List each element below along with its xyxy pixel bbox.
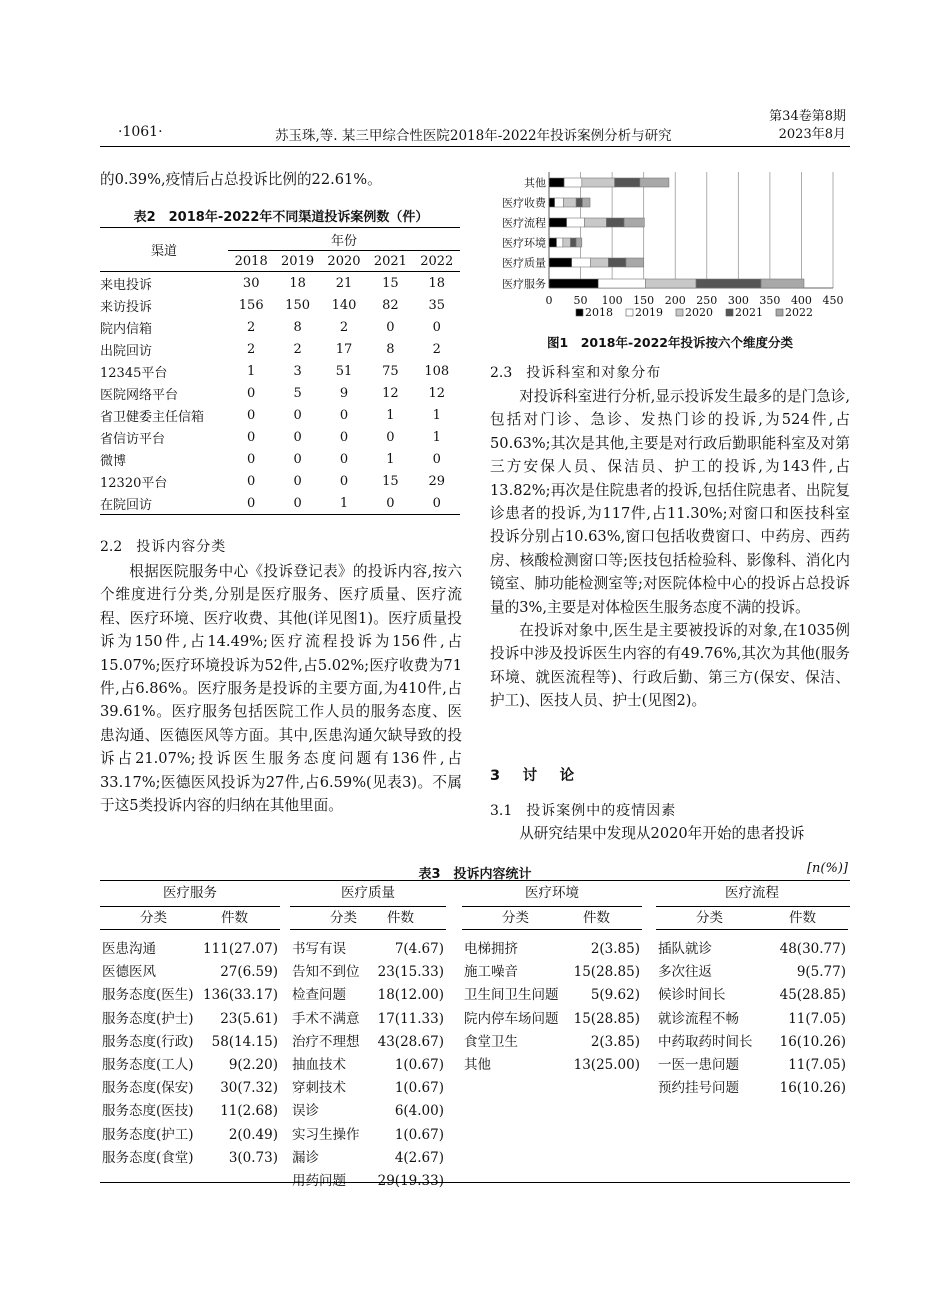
col-count: 件数	[387, 910, 414, 926]
paragraph: 从研究结果中发现从2020年开始的患者投诉	[519, 825, 805, 842]
table-row	[656, 1054, 848, 1077]
category-name: 服务态度(医生)	[102, 987, 194, 1004]
category-name: 中药取药时间长	[658, 1033, 753, 1050]
table-row	[290, 1031, 446, 1054]
channel-name: 出院回访	[100, 343, 153, 359]
bar-2021	[576, 198, 582, 207]
category-name: 电梯拥挤	[464, 941, 518, 957]
x-tick-label: 100	[601, 294, 623, 307]
count-value: 16(10.26)	[779, 1080, 846, 1097]
col-channel: 渠道	[100, 228, 228, 272]
table-row	[100, 1077, 280, 1100]
count-cell: 75	[382, 363, 399, 379]
table-row	[100, 1147, 280, 1170]
category-label: 其他	[524, 176, 546, 190]
count-cell: 2	[339, 319, 349, 335]
bar-2018	[549, 238, 557, 247]
bar-2021	[696, 279, 761, 288]
count-cell: 0	[414, 492, 460, 515]
group-subheader	[462, 907, 642, 930]
count-value: 13(25.00)	[573, 1056, 640, 1073]
count-cell: 2	[247, 319, 256, 335]
count-cell: 0	[247, 429, 256, 445]
category-name: 穿刺技术	[292, 1080, 346, 1097]
table2-caption: 表2 2018年-2022年不同渠道投诉案例数（件）	[133, 210, 429, 225]
legend-label: 2019	[635, 306, 663, 319]
count-cell: 1	[432, 407, 441, 423]
table-row	[290, 1100, 446, 1123]
year-header: 2021	[367, 251, 413, 272]
table-row	[290, 984, 446, 1007]
section-3-1-body	[490, 822, 850, 845]
table-row	[100, 272, 460, 295]
channel-name: 院内信箱	[100, 321, 153, 337]
section-3-1	[490, 800, 676, 820]
count-cell: 35	[428, 297, 446, 313]
count-value: 4(2.67)	[394, 1149, 444, 1166]
section-number: 3.1	[490, 803, 513, 819]
group-subheader	[656, 907, 848, 930]
count-cell: 0	[293, 429, 302, 445]
count-cell: 0	[274, 492, 320, 515]
table3-bottom-rule	[100, 1182, 850, 1183]
table-row	[100, 404, 460, 426]
bar-2019	[567, 218, 585, 227]
table-row	[290, 1008, 446, 1031]
x-tick-label: 450	[822, 294, 844, 307]
x-tick-label: 50	[573, 294, 588, 307]
category-name: 卫生间卫生问题	[464, 987, 559, 1004]
col-category: 分类	[502, 910, 529, 926]
count-value: 6(4.00)	[394, 1103, 444, 1120]
bar-2022	[576, 238, 582, 247]
section-2-3	[490, 362, 661, 382]
count-cell: 29	[428, 473, 446, 489]
count-cell: 0	[386, 429, 395, 445]
table-row	[290, 1147, 446, 1170]
count-cell: 17	[335, 341, 353, 357]
count-value: 2(3.85)	[590, 941, 640, 957]
category-label: 医疗服务	[502, 277, 546, 291]
category-name: 告知不到位	[292, 964, 360, 981]
table-row	[290, 1077, 446, 1100]
bar-2022	[640, 178, 669, 187]
bar-2018	[549, 198, 555, 207]
paragraph: 对投诉科室进行分析,显示投诉发生最多的是门急诊,包括对门诊、急诊、发热门诊的投诉,为524件,占50.63%;其次是其他,主要是对行政后勤职能科室及对第三方安保人员、保洁员、护工的投诉,为143件,占13.82%;再次是住院患者的投诉,包括住院患者、出院复诊患者的投诉,为117件,占11.30%;对窗口和医技科室投诉分别占10.63%,窗口包括收费窗口、中药房、西药房、核酸检测窗口等;医技包括检验科、影像科、消化内镜室、肺功能检测室等;对医院体检中心的投诉占总投诉量的3%,主要是对体检医生服务态度不满的投诉。	[490, 388, 850, 616]
count-cell: 0	[432, 319, 441, 335]
section-number: 2.2	[100, 539, 123, 555]
count-cell: 108	[424, 363, 450, 379]
volume-info	[769, 108, 846, 144]
count-cell: 1	[432, 429, 441, 445]
legend-swatch-2021	[726, 309, 733, 316]
table-row	[462, 938, 642, 961]
year-header: 2018	[228, 251, 274, 272]
category-name: 服务态度(保安)	[102, 1080, 194, 1097]
count-cell: 0	[339, 473, 349, 489]
bar-2022	[582, 198, 590, 207]
count-cell: 0	[247, 473, 256, 489]
count-value: 11(7.05)	[788, 1010, 846, 1027]
bar-2019	[564, 178, 582, 187]
year-header: 2019	[274, 251, 320, 272]
category-name: 书写有误	[292, 941, 346, 957]
count-cell: 0	[228, 492, 274, 515]
col-year: 年份	[228, 228, 460, 251]
category-name: 治疗不理想	[292, 1033, 360, 1050]
category-name: 医患沟通	[102, 941, 156, 957]
count-cell: 0	[293, 473, 302, 489]
section-2-2	[100, 536, 226, 556]
count-value: 23(5.61)	[220, 1010, 278, 1027]
count-value: 3(0.73)	[228, 1149, 278, 1166]
intro-line	[100, 168, 462, 191]
category-name: 院内停车场问题	[464, 1010, 559, 1027]
table-row	[656, 984, 848, 1007]
count-cell: 0	[339, 451, 349, 467]
table2	[100, 227, 460, 515]
count-value: 43(28.67)	[377, 1033, 444, 1050]
count-value: 15(28.85)	[573, 964, 640, 981]
count-value: 2(0.49)	[228, 1126, 278, 1143]
count-value: 111(27.07)	[203, 941, 278, 957]
table-row	[100, 338, 460, 360]
channel-name: 省信访平台	[100, 431, 166, 447]
legend-swatch-2020	[676, 309, 683, 316]
count-value: 11(7.05)	[788, 1056, 846, 1073]
count-cell: 12	[382, 385, 399, 401]
figure1-chart	[490, 160, 850, 332]
category-label: 医疗收费	[502, 196, 546, 210]
count-value: 27(6.59)	[220, 964, 278, 981]
count-cell: 15	[382, 275, 399, 291]
table-row	[100, 1124, 280, 1147]
category-name: 插队就诊	[658, 941, 712, 957]
count-cell: 2	[432, 341, 441, 357]
count-value: 5(9.62)	[590, 987, 640, 1004]
count-value: 18(12.00)	[377, 987, 444, 1004]
table-row	[290, 1124, 446, 1147]
table-row	[100, 1008, 280, 1031]
table3-group	[290, 880, 446, 1193]
count-cell: 5	[293, 385, 302, 401]
count-value: 1(0.67)	[394, 1056, 444, 1073]
count-value: 45(28.85)	[779, 987, 846, 1004]
count-cell: 15	[382, 473, 399, 489]
channel-name: 12345平台	[100, 365, 168, 381]
category-name: 服务态度(工人)	[102, 1056, 194, 1073]
category-name: 检查问题	[292, 987, 346, 1004]
count-value: 48(30.77)	[779, 941, 846, 957]
count-cell: 0	[247, 407, 256, 423]
category-label: 医疗流程	[502, 216, 546, 230]
category-name: 候诊时间长	[658, 987, 726, 1004]
bar-2021	[608, 258, 626, 267]
count-cell: 18	[289, 275, 306, 291]
bar-2019	[598, 279, 645, 288]
count-cell: 0	[367, 492, 413, 515]
count-cell: 2	[247, 341, 256, 357]
x-tick-label: 250	[696, 294, 718, 307]
count-cell: 12	[428, 385, 446, 401]
table-row	[100, 984, 280, 1007]
count-cell: 150	[285, 297, 310, 313]
bar-2022	[761, 279, 804, 288]
count-value: 1(0.67)	[394, 1080, 444, 1097]
header-rule	[100, 146, 850, 147]
count-cell: 0	[339, 407, 349, 423]
table-row	[290, 938, 446, 961]
table-row	[656, 938, 848, 961]
category-name: 手术不满意	[292, 1010, 360, 1027]
channel-name: 省卫健委主任信箱	[100, 409, 205, 425]
table3-group	[100, 880, 280, 1170]
col-count: 件数	[583, 910, 610, 926]
count-cell: 8	[386, 341, 395, 357]
count-cell: 21	[335, 275, 353, 291]
table-row	[100, 360, 460, 382]
count-cell: 140	[331, 297, 357, 313]
category-name: 服务态度(食堂)	[102, 1149, 194, 1166]
count-value: 30(7.32)	[220, 1080, 278, 1097]
legend-label: 2022	[785, 306, 813, 319]
table-row	[100, 938, 280, 961]
channel-name: 医院网络平台	[100, 387, 179, 403]
group-rule	[462, 906, 642, 907]
bar-2020	[646, 279, 696, 288]
category-name: 抽血技术	[292, 1056, 346, 1073]
count-cell: 3	[293, 363, 302, 379]
x-tick-label: 400	[790, 294, 812, 307]
group-title: 医疗流程	[656, 880, 848, 907]
count-value: 16(10.26)	[779, 1033, 846, 1050]
group-subheader	[290, 907, 446, 930]
figure1-caption: 图1 2018年-2022年投诉按六个维度分类	[547, 335, 793, 350]
group-rule	[656, 906, 850, 907]
table-row	[100, 316, 460, 338]
group-rule	[290, 906, 446, 907]
col-category: 分类	[330, 910, 357, 926]
year-header: 2020	[321, 251, 367, 272]
group-title: 医疗质量	[290, 880, 446, 907]
x-tick-label: 150	[633, 294, 655, 307]
table3-group	[656, 880, 848, 1100]
category-name: 预约挂号问题	[658, 1080, 739, 1097]
section-title: 投诉内容分类	[136, 539, 227, 555]
page-number: ·1061·	[118, 124, 163, 140]
count-value: 17(11.33)	[377, 1010, 444, 1027]
category-name: 服务态度(医技)	[102, 1103, 194, 1120]
table-row	[290, 961, 446, 984]
count-value: 58(14.15)	[211, 1033, 278, 1050]
table-row	[100, 492, 460, 515]
paragraph: 根据医院服务中心《投诉登记表》的投诉内容,按六个维度进行分类,分别是医疗服务、医疗质量、医疗流程、医疗环境、医疗收费、其他(详见图1)。医疗质量投诉为150件,占14.49%;医疗流程投诉为156件,占15.07%;医疗环境投诉为52件,占5.02%;医疗收费为71件,占6.86%。医疗服务是投诉的主要方面,为410件,占39.61%。医疗服务包括医院工作人员的服务态度、医患沟通、医德医风等方面。其中,医患沟通欠缺导致的投诉占21.07%;投诉医生服务态度问题有136件,占33.17%;医德医风投诉为27件,占6.59%(见表3)。不属于这5类投诉内容的归纳在其他里面。	[100, 563, 462, 815]
legend-swatch-2018	[576, 309, 583, 316]
bar-2018	[549, 258, 572, 267]
count-value: 11(2.68)	[220, 1103, 278, 1120]
table-row	[462, 1054, 642, 1077]
legend-swatch-2022	[776, 309, 783, 316]
count-cell: 0	[339, 429, 349, 445]
category-name: 一医一患问题	[658, 1056, 739, 1073]
bar-2022	[626, 258, 644, 267]
bar-2018	[549, 178, 564, 187]
section-number: 2.3	[490, 365, 513, 381]
channel-name: 来电投诉	[100, 277, 153, 293]
count-value: 1(0.67)	[394, 1126, 444, 1143]
volume-issue: 第34卷第8期	[769, 109, 846, 124]
x-tick-label: 350	[759, 294, 781, 307]
section-title: 投诉案例中的疫情因素	[526, 803, 677, 819]
count-cell: 1	[247, 363, 256, 379]
count-cell: 0	[293, 451, 302, 467]
bar-2020	[591, 258, 609, 267]
table-row	[656, 1008, 848, 1031]
count-value: 9(2.20)	[228, 1056, 278, 1073]
bar-2021	[606, 218, 624, 227]
bar-2018	[549, 279, 598, 288]
count-cell: 1	[386, 407, 395, 423]
category-name: 服务态度(护士)	[102, 1010, 194, 1027]
table3-group	[462, 880, 642, 1077]
running-title: 苏玉珠,等. 某三甲综合性医院2018年-2022年投诉案例分析与研究	[275, 128, 672, 144]
group-rule	[100, 906, 280, 907]
table-row	[656, 1031, 848, 1054]
count-value: 136(33.17)	[203, 987, 278, 1004]
table-row	[100, 382, 460, 404]
table-row	[100, 1100, 280, 1123]
table-row	[462, 961, 642, 984]
category-name: 医德医风	[102, 964, 156, 981]
bar-2020	[564, 198, 577, 207]
legend-label: 2020	[685, 306, 713, 319]
count-value: 2(3.85)	[590, 1033, 640, 1050]
channel-name: 微博	[100, 453, 127, 469]
year-header: 2022	[414, 251, 460, 272]
section-3-heading: 3 讨 论	[490, 768, 579, 784]
group-title: 医疗服务	[100, 880, 280, 907]
table-row	[100, 1031, 280, 1054]
category-name: 服务态度(行政)	[102, 1033, 194, 1050]
count-cell: 82	[382, 297, 399, 313]
count-value: 23(15.33)	[377, 964, 444, 981]
category-name: 就诊流程不畅	[658, 1010, 739, 1027]
count-cell: 30	[242, 275, 260, 291]
table-row	[290, 1054, 446, 1077]
count-cell: 0	[432, 451, 441, 467]
bar-2020	[584, 218, 606, 227]
legend-swatch-2019	[626, 309, 633, 316]
section-title: 投诉科室和对象分布	[526, 365, 662, 381]
bar-2019	[555, 198, 564, 207]
count-cell: 2	[293, 341, 302, 357]
category-name: 用药问题	[292, 1172, 346, 1189]
category-name: 服务态度(护工)	[102, 1126, 194, 1143]
table-row	[656, 1077, 848, 1100]
bar-2021	[615, 178, 640, 187]
section-2-2-body	[100, 560, 462, 817]
col-count: 件数	[221, 910, 248, 926]
count-value: 9(5.77)	[796, 964, 846, 981]
count-cell: 51	[335, 363, 353, 379]
count-cell: 156	[238, 297, 264, 313]
category-label: 医疗质量	[502, 256, 546, 270]
table-row	[100, 448, 460, 470]
count-value: 29(19.33)	[377, 1172, 444, 1189]
channel-name: 来访投诉	[100, 299, 153, 315]
x-tick-label: 0	[545, 294, 553, 307]
legend-label: 2021	[735, 306, 763, 319]
group-title: 医疗环境	[462, 880, 642, 907]
table-row	[462, 984, 642, 1007]
legend-label: 2018	[585, 306, 613, 319]
category-name: 漏诊	[292, 1149, 319, 1166]
category-name: 误诊	[292, 1103, 319, 1120]
bar-2022	[624, 218, 644, 227]
table-row	[462, 1008, 642, 1031]
channel-name: 在院回访	[100, 492, 228, 515]
publish-date: 2023年8月	[778, 127, 846, 142]
count-cell: 1	[386, 451, 395, 467]
count-cell: 18	[428, 275, 446, 291]
channel-name: 12320平台	[100, 475, 168, 491]
count-cell: 9	[339, 385, 349, 401]
section-2-3-body	[490, 385, 850, 713]
count-value: 7(4.67)	[394, 941, 444, 957]
table-row	[100, 294, 460, 316]
category-label: 医疗环境	[502, 236, 546, 250]
bar-2019	[572, 258, 591, 267]
paragraph: 在投诉对象中,医生是主要被投诉的对象,在1035例投诉中涉及投诉医生内容的有49.76%,其次为其他(服务环境、就医流程等)、行政后勤、第三方(保安、保洁、护工)、医技人员、护士(见图2)。	[490, 622, 850, 710]
table3-unit: [n(%)]	[806, 861, 848, 876]
count-cell: 0	[386, 319, 395, 335]
bar-2020	[582, 178, 615, 187]
count-cell: 0	[293, 407, 302, 423]
category-name: 食堂卫生	[464, 1033, 518, 1050]
x-tick-label: 300	[727, 294, 749, 307]
bar-2020	[563, 238, 571, 247]
intro-text: 的0.39%,疫情后占总投诉比例的22.61%。	[100, 171, 382, 188]
table-row	[100, 470, 460, 492]
category-name: 实习生操作	[292, 1126, 360, 1143]
x-tick-label: 200	[664, 294, 686, 307]
table-row	[462, 1031, 642, 1054]
count-cell: 8	[293, 319, 302, 335]
col-count: 件数	[789, 910, 816, 926]
category-name: 施工噪音	[464, 964, 518, 981]
category-name: 其他	[464, 1056, 491, 1073]
bar-2021	[570, 238, 576, 247]
bar-2018	[549, 218, 567, 227]
table-row	[656, 961, 848, 984]
col-category: 分类	[140, 910, 167, 926]
count-value: 15(28.85)	[573, 1010, 640, 1027]
group-subheader	[100, 907, 280, 930]
table3-caption: 表3 投诉内容统计	[418, 867, 532, 882]
table-row	[100, 426, 460, 448]
count-cell: 0	[247, 451, 256, 467]
table-row	[100, 1054, 280, 1077]
category-name: 多次往返	[658, 964, 712, 981]
count-cell: 0	[247, 385, 256, 401]
bar-2019	[557, 238, 563, 247]
table-row	[100, 961, 280, 984]
col-category: 分类	[696, 910, 723, 926]
count-cell: 1	[321, 492, 367, 515]
